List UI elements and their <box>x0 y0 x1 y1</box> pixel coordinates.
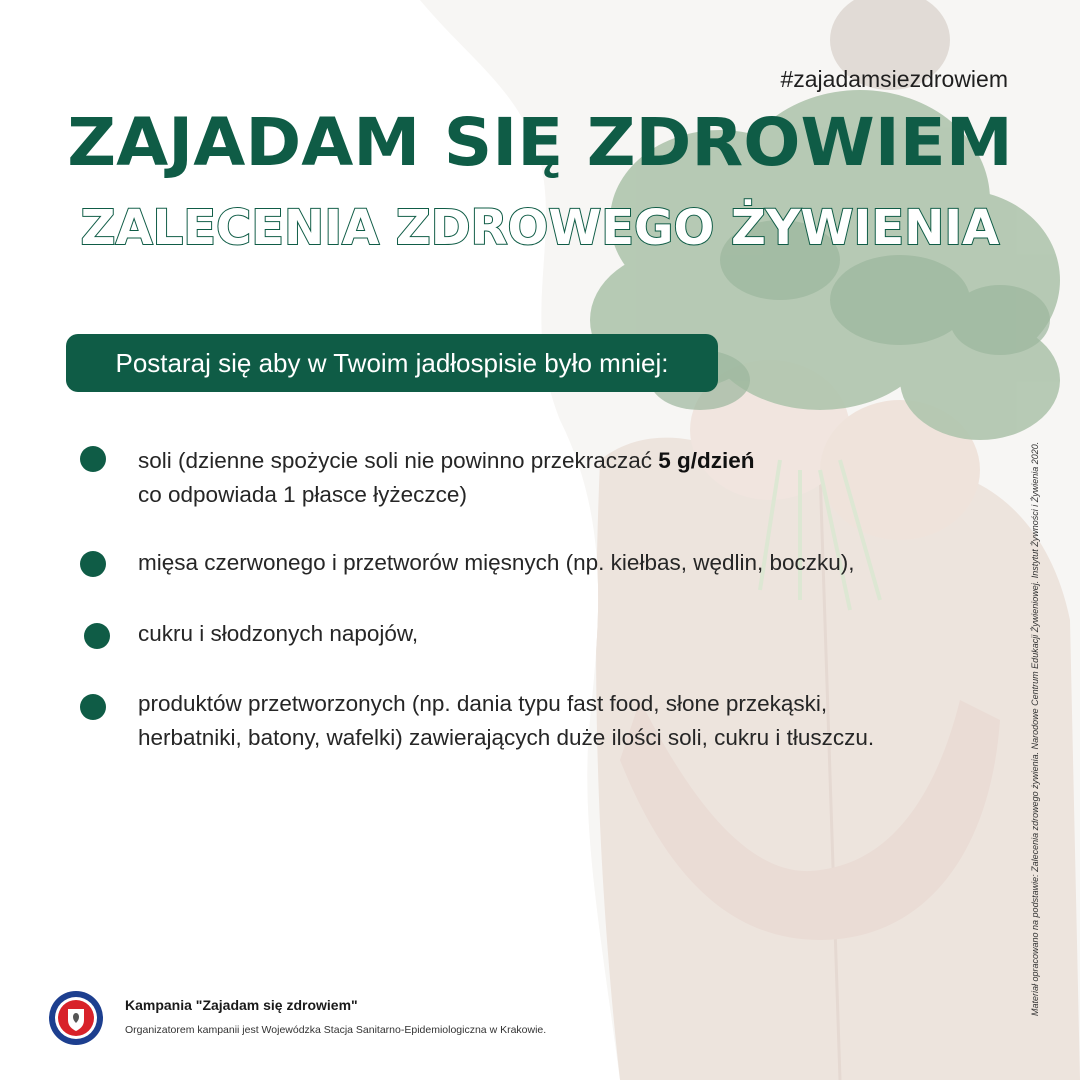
list-item-meat: mięsa czerwonego i przetworów mięsnych (np. kiełbas, wędlin, boczku), <box>138 550 855 575</box>
source-note: Materiał opracowano na podstawie: Zalecenia zdrowego żywienia. Narodowe Centrum Edukacji Żywieniowej. Instytut Żywności i Żywienia 2020. <box>1030 441 1040 1016</box>
list-item-text: soli (dzienne spożycie soli nie powinno przekraczać <box>138 448 659 473</box>
footer-campaign: Kampania "Zajadam się zdrowiem" <box>125 997 358 1013</box>
footer-organizer: Organizatorem kampanii jest Wojewódzka Stacja Sanitarno-Epidemiologiczna w Krakowie. <box>125 1024 547 1036</box>
page-subtitle: ZALECENIA ZDROWEGO ŻYWIENIA <box>80 200 1000 256</box>
bullet-icon <box>80 446 106 472</box>
list-item-text: herbatniki, batony, wafelki) zawierających duże ilości soli, cukru i tłuszczu. <box>138 725 875 750</box>
bullet-icon <box>80 694 106 720</box>
list-item-sugar: cukru i słodzonych napojów, <box>138 621 419 646</box>
state-sanitary-inspection-emblem-icon <box>48 990 104 1046</box>
list-item-text: co odpowiada 1 płasce łyżeczce) <box>138 482 467 507</box>
list-item-text: produktów przetworzonych (np. dania typu fast food, słone przekąski, <box>138 691 828 716</box>
page-title: ZAJADAM SIĘ ZDROWIEM <box>67 104 1013 181</box>
bullet-icon <box>80 551 106 577</box>
intro-banner: Postaraj się aby w Twoim jadłospisie było mniej: <box>66 334 718 392</box>
bullet-icon <box>84 623 110 649</box>
hashtag: #zajadamsiezdrowiem <box>780 66 1008 92</box>
list-item-salt <box>138 444 1018 512</box>
salt-limit: 5 g/dzień <box>658 448 755 473</box>
list-item-processed <box>138 687 1018 755</box>
